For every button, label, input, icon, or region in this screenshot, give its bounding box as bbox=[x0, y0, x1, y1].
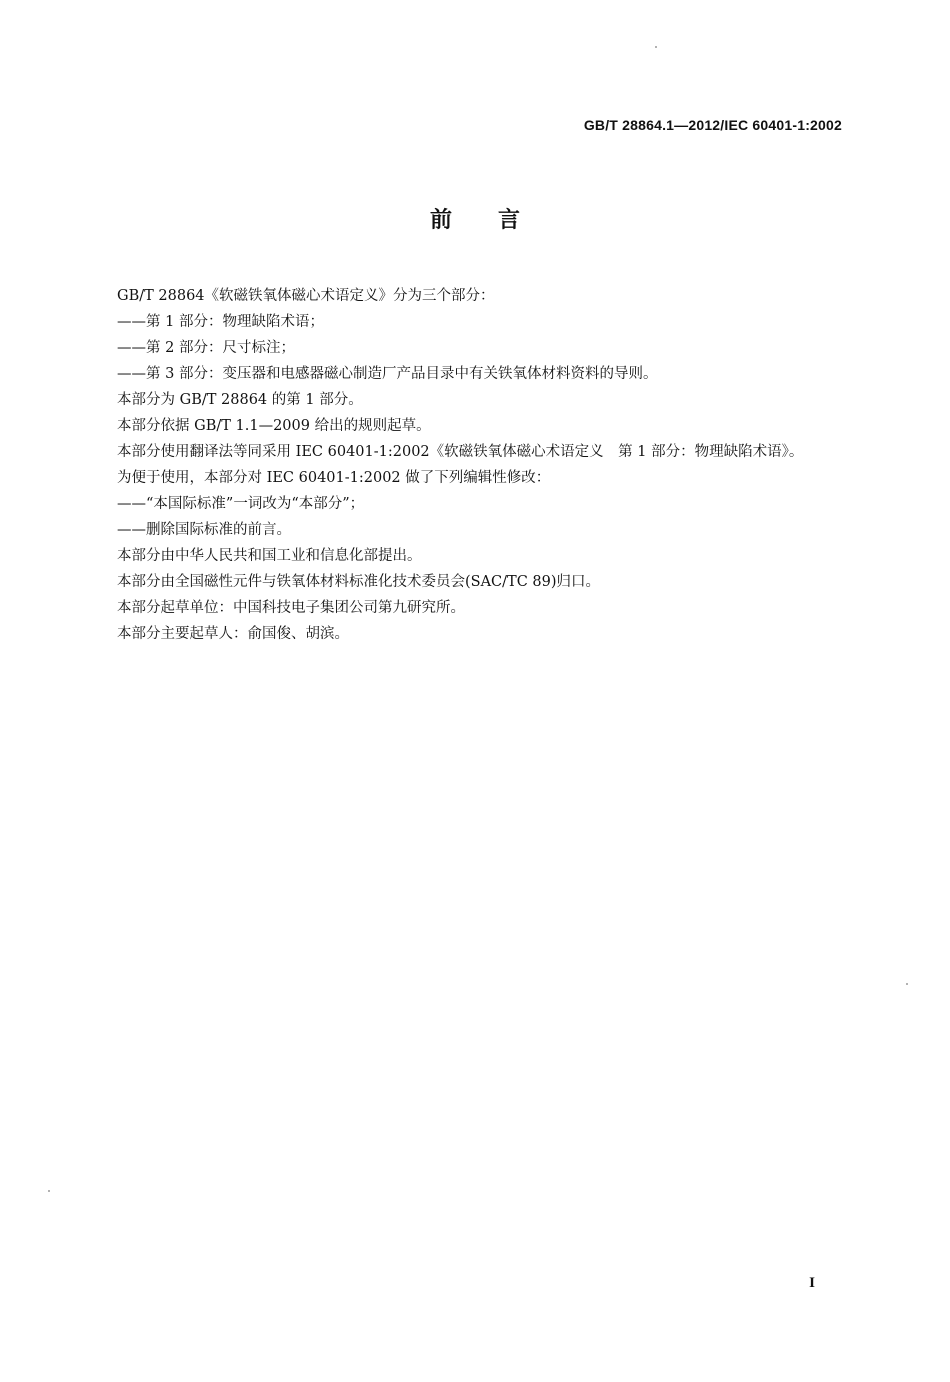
paragraph-drafters: 本部分主要起草人：俞国俊、胡滨。 bbox=[117, 626, 349, 642]
list-item-edit-1: ——“本国际标准”一词改为“本部分”； bbox=[117, 496, 365, 512]
paragraph-equivalence: 本部分使用翻译法等同采用 IEC 60401-1:2002《软磁铁氧体磁心术语定义 第 1 部分：物理缺陷术语》。 bbox=[117, 444, 804, 460]
list-item-part-2: ——第 2 部分：尺寸标注； bbox=[117, 340, 295, 356]
paragraph-drafting-rules: 本部分依据 GB/T 1.1—2009 给出的规则起草。 bbox=[117, 418, 431, 434]
standard-code: GB/T 28864.1—2012/IEC 60401-1:2002 bbox=[583, 117, 842, 133]
paragraph-drafting-unit: 本部分起草单位：中国科技电子集团公司第九研究所。 bbox=[117, 600, 465, 616]
page-title: 前言 bbox=[429, 208, 566, 233]
paragraph-edits-intro: 为便于使用，本部分对 IEC 60401-1:2002 做了下列编辑性修改： bbox=[117, 470, 551, 486]
page-number: I bbox=[809, 1275, 815, 1291]
scan-speck bbox=[655, 46, 657, 48]
scan-speck bbox=[906, 983, 908, 985]
preface-body bbox=[82, 283, 846, 647]
scan-speck bbox=[48, 1190, 50, 1192]
list-item-part-1: ——第 1 部分：物理缺陷术语； bbox=[117, 314, 324, 330]
paragraph-committee: 本部分由全国磁性元件与铁氧体材料标准化技术委员会(SAC/TC 89)归口。 bbox=[117, 574, 601, 590]
list-item-edit-2: ——删除国际标准的前言。 bbox=[117, 522, 291, 538]
paragraph-part-scope: 本部分为 GB/T 28864 的第 1 部分。 bbox=[117, 392, 363, 408]
paragraph-series-intro: GB/T 28864《软磁铁氧体磁心术语定义》分为三个部分： bbox=[117, 288, 495, 304]
list-item-part-3: ——第 3 部分：变压器和电感器磁心制造厂产品目录中有关铁氧体材料资料的导则。 bbox=[117, 366, 658, 382]
paragraph-proposer: 本部分由中华人民共和国工业和信息化部提出。 bbox=[117, 548, 422, 564]
